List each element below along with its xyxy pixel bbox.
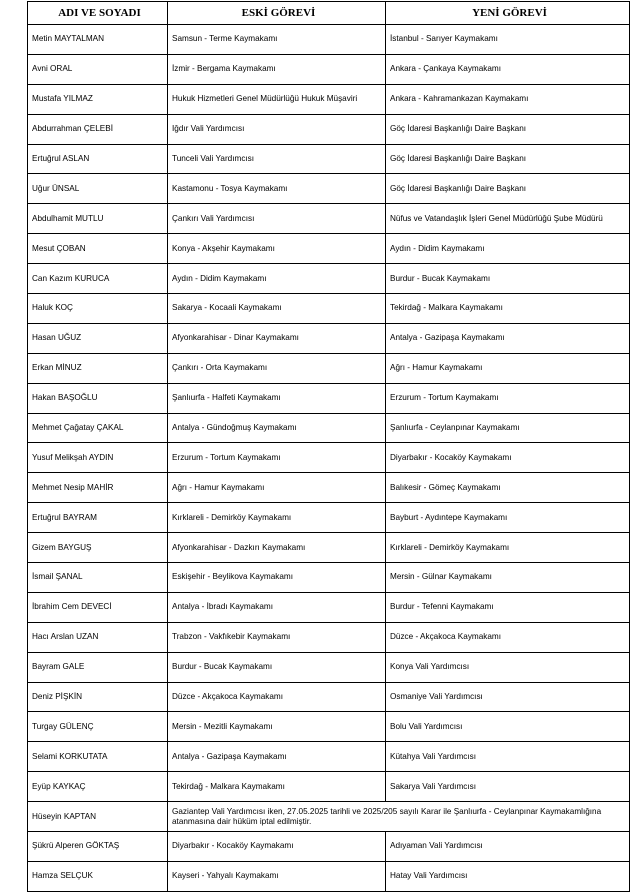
table-row: [28, 533, 630, 563]
cell-name: Hakan BAŞOĞLU: [28, 383, 168, 413]
cell-new-position: Hatay Vali Yardımcısı: [386, 861, 630, 891]
table-row: [28, 25, 630, 55]
cell-note: Gaziantep Vali Yardımcısı iken, 27.05.2025 tarihli ve 2025/205 sayılı Karar ile Şanlıurfa - Ceylanpınar Kaymakamlığına atanmasına dair hüküm iptal edilmiştir.: [168, 802, 630, 832]
cell-new-position: Balıkesir - Gömeç Kaymakamı: [386, 473, 630, 503]
cell-new-position: Şanlıurfa - Ceylanpınar Kaymakamı: [386, 413, 630, 443]
cell-name: Şükrü Alperen GÖKTAŞ: [28, 832, 168, 862]
table-row: [28, 682, 630, 712]
table-row: [28, 54, 630, 84]
cell-name: Can Kazım KURUCA: [28, 264, 168, 294]
cell-name: Mehmet Nesip MAHİR: [28, 473, 168, 503]
cell-old-position: Şanlıurfa - Halfeti Kaymakamı: [168, 383, 386, 413]
cell-name: Hamza SELÇUK: [28, 861, 168, 891]
header-row: [28, 2, 630, 25]
cell-name: Mustafa YILMAZ: [28, 84, 168, 114]
header-name: ADI VE SOYADI: [28, 2, 168, 25]
table-row: [28, 264, 630, 294]
table-row: [28, 652, 630, 682]
cell-old-position: Kayseri - Yahyalı Kaymakamı: [168, 861, 386, 891]
table-row: [28, 383, 630, 413]
cell-name: Eyüp KAYKAÇ: [28, 772, 168, 802]
table-row: [28, 114, 630, 144]
cell-old-position: Diyarbakır - Kocaköy Kaymakamı: [168, 832, 386, 862]
cell-new-position: Ankara - Kahramankazan Kaymakamı: [386, 84, 630, 114]
cell-old-position: Çankırı - Orta Kaymakamı: [168, 353, 386, 383]
cell-name: Mesut ÇOBAN: [28, 234, 168, 264]
cell-new-position: Göç İdaresi Başkanlığı Daire Başkanı: [386, 114, 630, 144]
cell-old-position: Mersin - Mezitli Kaymakamı: [168, 712, 386, 742]
cell-new-position: Konya Vali Yardımcısı: [386, 652, 630, 682]
table-row: [28, 84, 630, 114]
table-row: [28, 204, 630, 234]
table-row: [28, 861, 630, 891]
table-row: [28, 712, 630, 742]
cell-new-position: Tekirdağ - Malkara Kaymakamı: [386, 294, 630, 324]
cell-old-position: Hukuk Hizmetleri Genel Müdürlüğü Hukuk Müşaviri: [168, 84, 386, 114]
cell-new-position: Düzce - Akçakoca Kaymakamı: [386, 622, 630, 652]
table-row: [28, 443, 630, 473]
cell-name: Bayram GALE: [28, 652, 168, 682]
cell-new-position: Burdur - Bucak Kaymakamı: [386, 264, 630, 294]
cell-name: Uğur ÜNSAL: [28, 174, 168, 204]
cell-name: Selami KORKUTATA: [28, 742, 168, 772]
table-row: [28, 294, 630, 324]
cell-name: Abdulhamit MUTLU: [28, 204, 168, 234]
cell-new-position: Göç İdaresi Başkanlığı Daire Başkanı: [386, 174, 630, 204]
header-new-position: YENİ GÖREVİ: [386, 2, 630, 25]
cell-old-position: Erzurum - Tortum Kaymakamı: [168, 443, 386, 473]
cell-old-position: Afyonkarahisar - Dazkırı Kaymakamı: [168, 533, 386, 563]
cell-new-position: İstanbul - Sarıyer Kaymakamı: [386, 25, 630, 55]
table-row: [28, 742, 630, 772]
cell-name: Metin MAYTALMAN: [28, 25, 168, 55]
cell-name: Avni ORAL: [28, 54, 168, 84]
cell-old-position: Samsun - Terme Kaymakamı: [168, 25, 386, 55]
cell-old-position: Iğdır Vali Yardımcısı: [168, 114, 386, 144]
cell-name: Gizem BAYGUŞ: [28, 533, 168, 563]
cell-old-position: Aydın - Didim Kaymakamı: [168, 264, 386, 294]
cell-name: Deniz PİŞKİN: [28, 682, 168, 712]
cell-new-position: Nüfus ve Vatandaşlık İşleri Genel Müdürlüğü Şube Müdürü: [386, 204, 630, 234]
table-row: [28, 592, 630, 622]
cell-new-position: Antalya - Gazipaşa Kaymakamı: [386, 323, 630, 353]
table-row: [28, 503, 630, 533]
cell-old-position: Sakarya - Kocaali Kaymakamı: [168, 294, 386, 324]
cell-old-position: Eskişehir - Beylikova Kaymakamı: [168, 563, 386, 593]
table-row: [28, 622, 630, 652]
cell-name: İbrahim Cem DEVECİ: [28, 592, 168, 622]
cell-new-position: Bolu Vali Yardımcısı: [386, 712, 630, 742]
cell-new-position: Kütahya Vali Yardımcısı: [386, 742, 630, 772]
cell-old-position: Burdur - Bucak Kaymakamı: [168, 652, 386, 682]
cell-old-position: Antalya - Gündoğmuş Kaymakamı: [168, 413, 386, 443]
cell-old-position: Kırklareli - Demirköy Kaymakamı: [168, 503, 386, 533]
table-body: [28, 25, 630, 892]
table-row: [28, 353, 630, 383]
cell-old-position: Trabzon - Vakfıkebir Kaymakamı: [168, 622, 386, 652]
table-row: [28, 802, 630, 832]
cell-name: Mehmet Çağatay ÇAKAL: [28, 413, 168, 443]
cell-new-position: Diyarbakır - Kocaköy Kaymakamı: [386, 443, 630, 473]
table-row: [28, 413, 630, 443]
cell-name: Ertuğrul BAYRAM: [28, 503, 168, 533]
cell-old-position: Düzce - Akçakoca Kaymakamı: [168, 682, 386, 712]
cell-name: Turgay GÜLENÇ: [28, 712, 168, 742]
cell-name: Hüseyin KAPTAN: [28, 802, 168, 832]
table-row: [28, 234, 630, 264]
table-row: [28, 473, 630, 503]
cell-old-position: Çankırı Vali Yardımcısı: [168, 204, 386, 234]
cell-new-position: Burdur - Tefenni Kaymakamı: [386, 592, 630, 622]
cell-name: Abdurrahman ÇELEBİ: [28, 114, 168, 144]
cell-new-position: Adıyaman Vali Yardımcısı: [386, 832, 630, 862]
cell-name: Hacı Arslan UZAN: [28, 622, 168, 652]
cell-old-position: Antalya - İbradı Kaymakamı: [168, 592, 386, 622]
cell-name: Yusuf Melikşah AYDIN: [28, 443, 168, 473]
cell-new-position: Osmaniye Vali Yardımcısı: [386, 682, 630, 712]
cell-old-position: Tekirdağ - Malkara Kaymakamı: [168, 772, 386, 802]
cell-old-position: İzmir - Bergama Kaymakamı: [168, 54, 386, 84]
cell-old-position: Tunceli Vali Yardımcısı: [168, 144, 386, 174]
table-row: [28, 144, 630, 174]
table-row: [28, 323, 630, 353]
table-row: [28, 772, 630, 802]
table-row: [28, 174, 630, 204]
cell-new-position: Mersin - Gülnar Kaymakamı: [386, 563, 630, 593]
cell-new-position: Ağrı - Hamur Kaymakamı: [386, 353, 630, 383]
cell-name: İsmail ŞANAL: [28, 563, 168, 593]
cell-old-position: Afyonkarahisar - Dinar Kaymakamı: [168, 323, 386, 353]
cell-new-position: Kırklareli - Demirköy Kaymakamı: [386, 533, 630, 563]
cell-name: Erkan MİNUZ: [28, 353, 168, 383]
cell-new-position: Aydın - Didim Kaymakamı: [386, 234, 630, 264]
cell-old-position: Antalya - Gazipaşa Kaymakamı: [168, 742, 386, 772]
cell-name: Haluk KOÇ: [28, 294, 168, 324]
cell-new-position: Erzurum - Tortum Kaymakamı: [386, 383, 630, 413]
table-row: [28, 563, 630, 593]
cell-old-position: Ağrı - Hamur Kaymakamı: [168, 473, 386, 503]
cell-old-position: Kastamonu - Tosya Kaymakamı: [168, 174, 386, 204]
cell-new-position: Bayburt - Aydıntepe Kaymakamı: [386, 503, 630, 533]
table-row: [28, 832, 630, 862]
cell-name: Ertuğrul ASLAN: [28, 144, 168, 174]
cell-new-position: Göç İdaresi Başkanlığı Daire Başkanı: [386, 144, 630, 174]
appointments-table: [27, 1, 630, 892]
cell-name: Hasan UĞUZ: [28, 323, 168, 353]
cell-new-position: Ankara - Çankaya Kaymakamı: [386, 54, 630, 84]
cell-old-position: Konya - Akşehir Kaymakamı: [168, 234, 386, 264]
cell-new-position: Sakarya Vali Yardımcısı: [386, 772, 630, 802]
header-old-position: ESKİ GÖREVİ: [168, 2, 386, 25]
